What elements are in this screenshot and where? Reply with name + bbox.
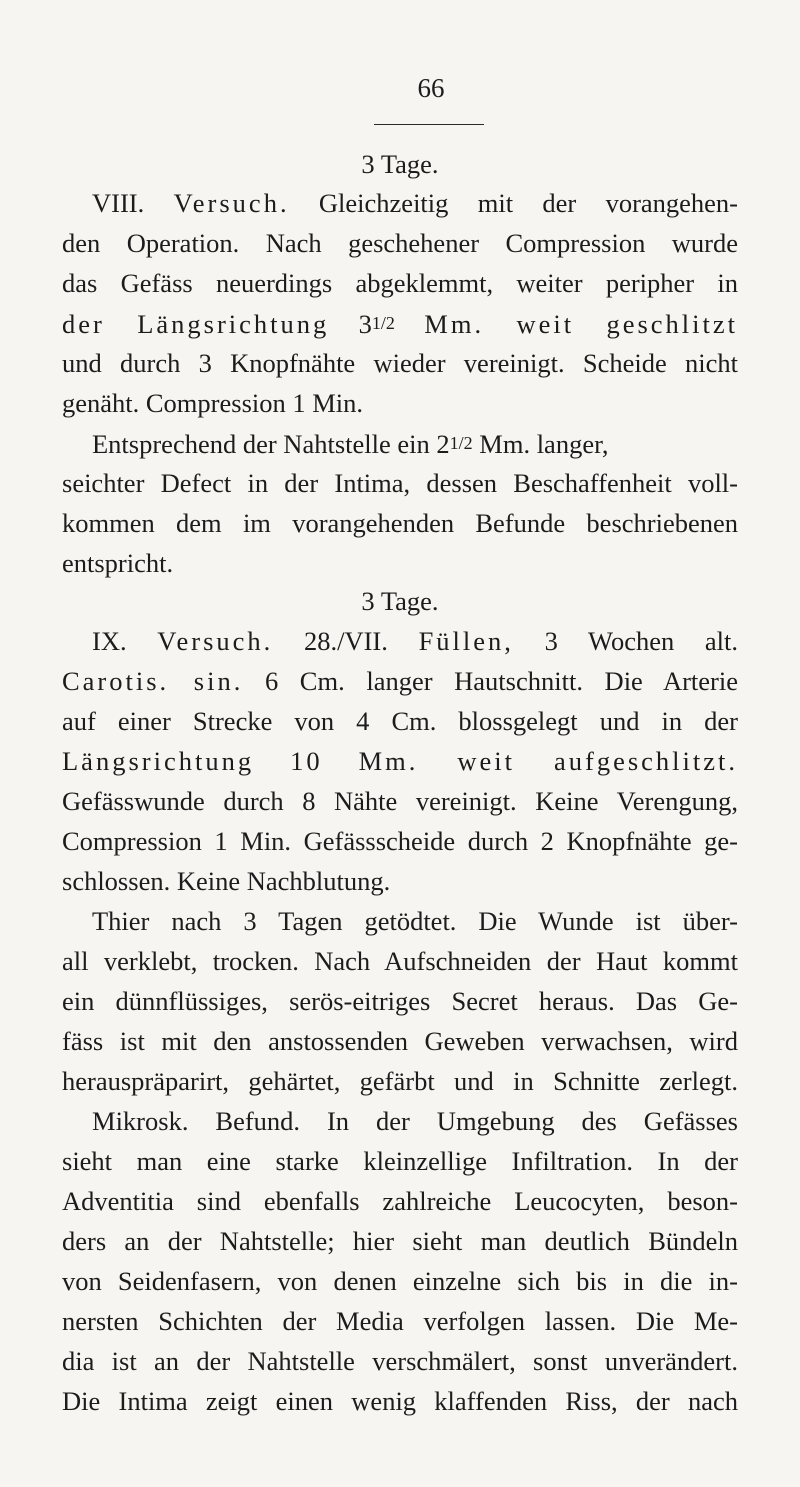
paragraph-line: all verklebt, trocken. Nach Aufschneiden der Haut kommt bbox=[62, 946, 738, 976]
paragraph-line: Gefässwunde durch 8 Nähte vereinigt. Keine Verengung, bbox=[62, 786, 738, 816]
paragraph-line: Mikrosk. Befund. In der Umgebung des Gefässes bbox=[92, 1106, 738, 1136]
paragraph-line: genäht. Compression 1 Min. bbox=[62, 388, 364, 418]
paragraph-line: VIII. Versuch. Gleichzeitig mit der vorangehen- bbox=[92, 188, 738, 218]
paragraph-line: schlossen. Keine Nachblutung. bbox=[62, 866, 391, 896]
paragraph-line: herauspräparirt, gehärtet, gefärbt und in Schnitte zerlegt. bbox=[62, 1066, 738, 1096]
paragraph-line: Carotis. sin. 6 Cm. langer Hautschnitt. Die Arterie bbox=[62, 666, 738, 696]
section-heading-3-tage: 3 Tage. bbox=[361, 586, 439, 616]
paragraph-line: Compression 1 Min. Gefässscheide durch 2 Knopfnähte ge- bbox=[62, 826, 738, 856]
page-number-rule bbox=[374, 124, 484, 125]
paragraph-line: Adventitia sind ebenfalls zahlreiche Leucocyten, beson- bbox=[62, 1186, 738, 1216]
paragraph-line: Die Intima zeigt einen wenig klaffenden Riss, der nach bbox=[62, 1386, 738, 1416]
paragraph-line: entspricht. bbox=[62, 548, 174, 578]
paragraph-line: den Operation. Nach geschehener Compression wurde bbox=[62, 228, 738, 258]
paragraph-line: ein dünnflüssiges, serös-eitriges Secret heraus. Das Ge- bbox=[62, 986, 738, 1016]
paragraph-line: und durch 3 Knopfnähte wieder vereinigt. Scheide nicht bbox=[62, 348, 738, 378]
paragraph-line: Entsprechend der Nahtstelle ein 21/2 Mm. langer, bbox=[92, 429, 609, 459]
paragraph-line: dia ist an der Nahtstelle verschmälert, sonst unverändert. bbox=[62, 1346, 738, 1376]
paragraph-line: fäss ist mit den anstossenden Geweben verwachsen, wird bbox=[62, 1026, 738, 1056]
paragraph-line: sieht man eine starke kleinzellige Infiltration. In der bbox=[62, 1146, 738, 1176]
paragraph-line: von Seidenfasern, von denen einzelne sich bis in die in- bbox=[62, 1266, 738, 1296]
paragraph-line: der Längsrichtung 31/2 Mm. weit geschlitzt bbox=[62, 309, 739, 339]
paragraph-line: auf einer Strecke von 4 Cm. blossgelegt und in der bbox=[62, 706, 738, 736]
paragraph-line: seichter Defect in der Intima, dessen Beschaffenheit voll- bbox=[62, 468, 738, 498]
paragraph-line: IX. Versuch. 28./VII. Füllen, 3 Wochen alt. bbox=[92, 626, 739, 656]
paragraph-line: das Gefäss neuerdings abgeklemmt, weiter peripher in bbox=[62, 268, 738, 298]
paragraph-line: ders an der Nahtstelle; hier sieht man deutlich Bündeln bbox=[62, 1226, 738, 1256]
paragraph-line: nersten Schichten der Media verfolgen lassen. Die Me- bbox=[62, 1306, 738, 1336]
paragraph-line: kommen dem im vorangehenden Befunde beschriebenen bbox=[62, 508, 738, 538]
section-heading-3-tage: 3 Tage. bbox=[361, 149, 439, 179]
paragraph-line: Längsrichtung 10 Mm. weit aufgeschlitzt. bbox=[62, 746, 739, 776]
page-number: 66 bbox=[417, 73, 445, 103]
paragraph-line: Thier nach 3 Tagen getödtet. Die Wunde ist über- bbox=[92, 906, 738, 936]
